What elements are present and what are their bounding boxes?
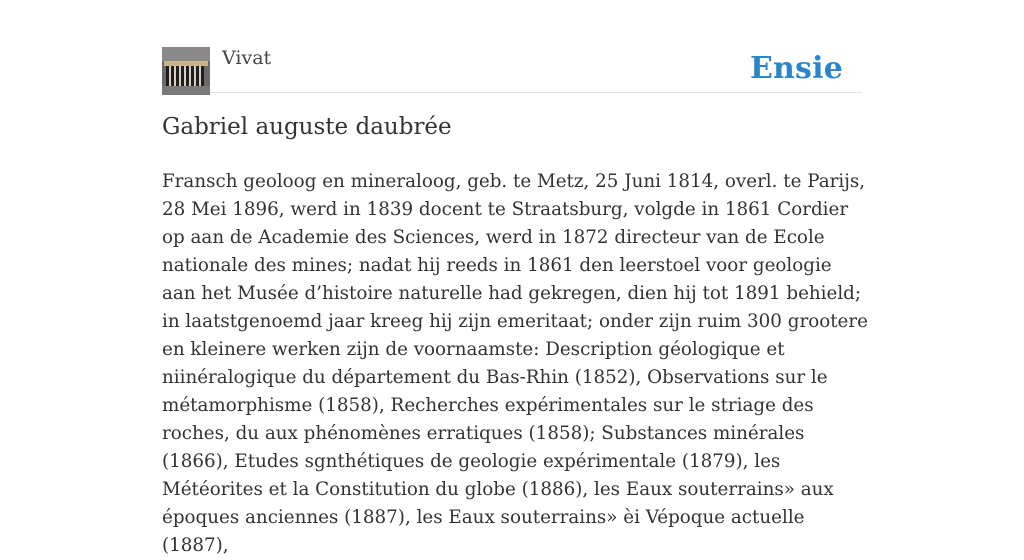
author-name[interactable]: Vivat [222, 47, 272, 69]
book-spines-icon [162, 47, 210, 95]
article-body: Fransch geoloog en mineraloog, geb. te Metz, 25 Juni 1814, overl. te Parijs, 28 Mei 1896, werd in 1839 docent te Straatsburg, volgde in 1861 Cordier op aan de Academie des Sciences, werd in 1872 directeur van de Ecole nationale des mines; nadat hij reeds in 1861 den leerstoel voor geologie aan het Musée d’histoire naturelle had gekregen, dien hij tot 1891 behield; in laatstgenoemd jaar kreeg hij zijn emeritaat; onder zijn ruim 300 grootere en kleinere werken zijn de voornaamste: Description géologique et niinéralogique du département du Bas-Rhin (1852), Observations sur le métamorphisme (1858), Recherches expérimentales sur le striage des roches, du aux phénomènes erratiques (1858); Substances minérales (1866), Etudes sgnthétiques de geologie expérimentale (1879), les Météorites et la Constitution du globe (1886), les Eaux souterrains» aux époques anciennes (1887), les Eaux souterrains» èi Vépoque actuelle (1887), [162, 171, 868, 556]
brand-logo[interactable]: Ensie [749, 51, 843, 86]
page-header [162, 46, 862, 93]
author-avatar[interactable] [162, 47, 210, 95]
article-title: Gabriel auguste daubrée [162, 114, 452, 140]
